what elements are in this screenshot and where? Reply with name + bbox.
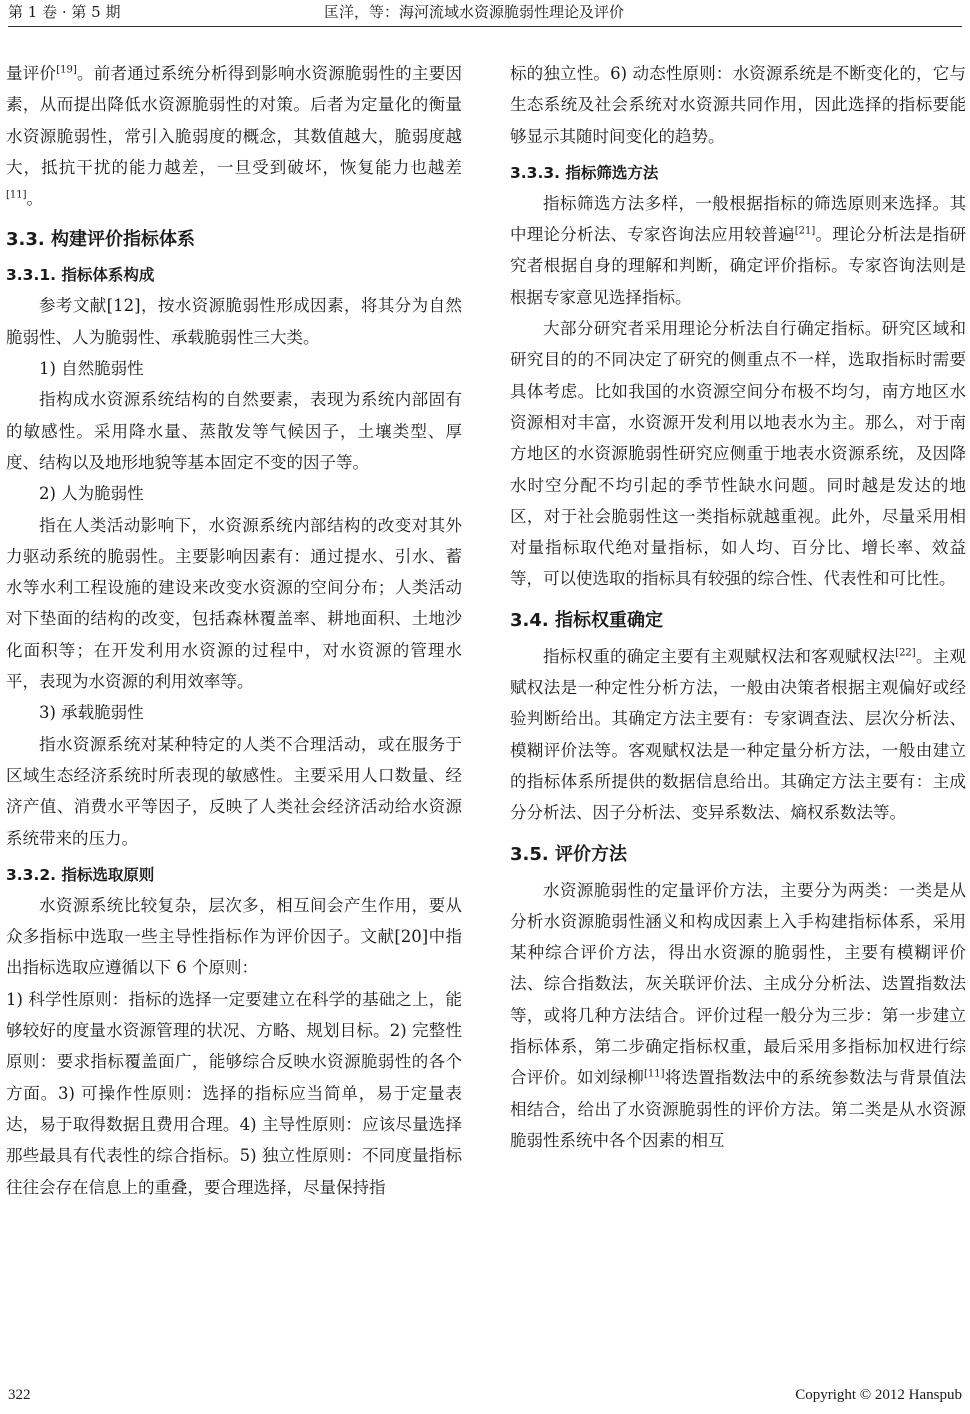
list-item: 2) 人为脆弱性 — [39, 484, 144, 504]
citation[interactable]: [11] — [6, 189, 27, 201]
page-number: 322 — [8, 1387, 31, 1403]
paragraph: 标的独立性。6) 动态性原则：水资源系统是不断变化的，它与生态系统及社会系统对水资源共同作用，因此选择的指标要能够显示其随时间变化的趋势。 — [510, 64, 966, 146]
section-heading-3-5: 3.5. 评价方法 — [510, 843, 627, 865]
citation[interactable]: [22] — [895, 647, 916, 659]
paragraph: 指在人类活动影响下，水资源系统内部结构的改变对其外力驱动系统的脆弱性。主要影响因素有：通过提水、引水、蓄水等水利工程设施的建设来改变水资源的空间分布；人类活动对下垫面的结构的改变，包括森林覆盖率、耕地面积、土地沙化面积等；在开发利用水资源的过程中，对水资源的管理水平，表现为水资源的利用效率等。 — [6, 515, 462, 692]
left-column — [6, 58, 462, 1203]
paragraph: 1) 科学性原则：指标的选择一定要建立在科学的基础之上，能够较好的度量水资源管理的状况、方略、规划目标。2) 完整性原则：要求指标覆盖面广，能够综合反映水资源脆弱性的各个方面。3) 可操作性原则：选择的指标应当简单，易于定量表达，易于取得数据且费用合理。4) 主导性原则：应该尽量选择那些最具有代表性的综合指标。5) 独立性原则：不同度量指标往往会存在信息上的重叠，要合理选择，尽量保持指 — [6, 989, 462, 1197]
paragraph: 大部分研究者采用理论分析法自行确定指标。研究区域和研究目的的不同决定了研究的侧重点不一样，选取指标时需要具体考虑。比如我国的水资源空间分布极不均匀，南方地区水资源相对丰富，水资源开发利用以地表水为主。那么，对于南方地区的水资源脆弱性研究应侧重于地表水资源系统，及因降水时空分配不均引起的季节性缺水问题。同时越是发达的地区，对于社会脆弱性这一类指标就越重视。此外，尽量采用相对量指标取代绝对量指标，如人均、百分比、增长率、效益等，可以使选取的指标具有较强的综合性、代表性和可比性。 — [510, 319, 966, 589]
citation[interactable]: [11] — [644, 1068, 665, 1080]
list-item: 1) 自然脆弱性 — [39, 359, 144, 379]
subsection-heading-3-3-3: 3.3.3. 指标筛选方法 — [510, 163, 659, 182]
subsection-heading-3-3-2: 3.3.2. 指标选取原则 — [6, 865, 155, 884]
list-item: 3) 承载脆弱性 — [39, 703, 144, 723]
paragraph: 指水资源系统对某种特定的人类不合理活动，或在服务于区域生态经济系统时所表现的敏感性。主要采用人口数量、经济产值、消费水平等因子，反映了人类社会经济活动给水资源系统带来的压力。 — [6, 734, 462, 848]
journal-issue: 第 1 卷 · 第 5 期 — [8, 3, 121, 21]
right-column — [510, 58, 966, 1156]
citation[interactable]: [19] — [56, 64, 77, 76]
section-heading-3-4: 3.4. 指标权重确定 — [510, 609, 663, 631]
paragraph: 水资源脆弱性的定量评价方法，主要分为两类：一类是从分析水资源脆弱性涵义和构成因素上入手构建指标体系，采用某种综合评价方法，得出水资源的脆弱性，主要有模糊评价法、综合指数法，灰关联评价法、主成分分析法、迭置指数法等，或将几种方法结合。评价过程一般分为三步：第一步建立指标体系，第二步确定指标权重，最后采用多指标加权进行综合评价。如刘绿柳[11]将迭置指数法中的系统参数法与背景值法相结合，给出了水资源脆弱性的评价方法。第二类是从水资源脆弱性系统中各个因素的相互 — [510, 880, 967, 1150]
subsection-heading-3-3-1: 3.3.1. 指标体系构成 — [6, 266, 155, 285]
running-header — [8, 0, 962, 27]
paragraph: 指标筛选方法多样，一般根据指标的筛选原则来选择。其中理论分析法、专家咨询法应用较普遍[21]。理论分析法是指研究者根据自身的理解和判断，确定评价指标。专家咨询法则是根据专家意见选择指标。 — [510, 193, 967, 307]
paragraph: 水资源系统比较复杂，层次多，相互间会产生作用，要从众多指标中选取一些主导性指标作为评价因子。文献[20]中指出指标选取应遵循以下 6 个原则： — [6, 895, 462, 978]
running-title: 匡洋，等：海河流域水资源脆弱性理论及评价 — [324, 3, 625, 21]
paragraph: 量评价[19]。前者通过系统分析得到影响水资源脆弱性的主要因素，从而提出降低水资源脆弱性的对策。后者为定量化的衡量水资源脆弱性，常引入脆弱度的概念，其数值越大，脆弱度越大，抵抗干扰的能力越差，一旦受到破坏，恢复能力也越差[11]。 — [6, 64, 463, 209]
copyright-notice: Copyright © 2012 Hanspub — [795, 1387, 962, 1403]
section-heading-3-3: 3.3. 构建评价指标体系 — [6, 229, 195, 251]
paragraph: 参考文献[12]，按水资源脆弱性形成因素，将其分为自然脆弱性、人为脆弱性、承载脆弱性三大类。 — [6, 296, 462, 347]
paragraph: 指构成水资源系统结构的自然要素，表现为系统内部固有的敏感性。采用降水量、蒸散发等气候因子，土壤类型、厚度、结构以及地形地貌等基本固定不变的因子等。 — [6, 390, 462, 472]
citation[interactable]: [21] — [794, 225, 816, 237]
paragraph: 指标权重的确定主要有主观赋权法和客观赋权法[22]。主观赋权法是一种定性分析方法，一般由决策者根据主观偏好或经验判断给出。其确定方法主要有：专家调查法、层次分析法、模糊评价法等。客观赋权法是一种定量分析方法，一般由建立的指标体系所提供的数据信息给出。其确定方法主要有：主成分分析法、因子分析法、变异系数法、熵权系数法等。 — [510, 646, 967, 823]
